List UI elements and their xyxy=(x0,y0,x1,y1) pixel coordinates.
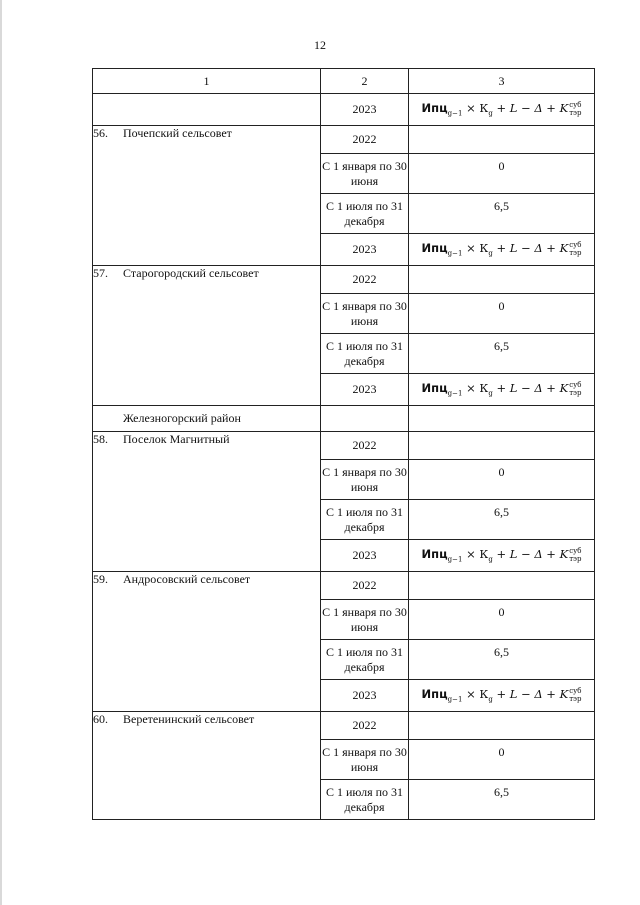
formula-kter-sup: суб xyxy=(569,381,582,390)
tariff-formula xyxy=(421,381,582,398)
period-cell: 2023 xyxy=(321,94,409,126)
header-col2: 2 xyxy=(321,69,409,94)
formula-cell xyxy=(409,374,595,406)
formula-kter: K xyxy=(559,101,569,116)
period-cell: С 1 июля по 31 декабря xyxy=(321,500,409,540)
formula-kter: K xyxy=(559,547,569,562)
formula-rest: + L − Δ + xyxy=(496,547,560,562)
formula-prefix: Ипц xyxy=(421,547,448,562)
formula-rest: + L − Δ + xyxy=(496,687,560,702)
period-cell: 2022 xyxy=(321,126,409,154)
formula-times: × xyxy=(466,101,476,116)
period-cell: 2022 xyxy=(321,712,409,740)
period-cell: 2022 xyxy=(321,266,409,294)
formula-rest: + L − Δ + xyxy=(496,101,560,116)
formula-times: × xyxy=(466,687,476,702)
period-cell: С 1 января по 30 июня xyxy=(321,294,409,334)
entry-name: Почепский сельсовет xyxy=(123,126,232,140)
entry-number: 56. xyxy=(93,126,108,140)
empty-cell xyxy=(93,94,321,126)
entry-name: Андросовский сельсовет xyxy=(123,572,251,586)
formula-kter-sub: тэр xyxy=(569,389,582,398)
entry-name-cell xyxy=(93,712,321,820)
entry-name-cell xyxy=(93,266,321,406)
entry-number: 57. xyxy=(93,266,108,280)
formula-kter-sup: суб xyxy=(569,547,582,556)
formula-prefix-sub: g−1 xyxy=(447,249,463,258)
region-title: Железногорский район xyxy=(93,406,321,432)
entry-name: Веретенинский сельсовет xyxy=(123,712,255,726)
formula-prefix-sub: g−1 xyxy=(447,389,463,398)
empty-cell xyxy=(409,572,595,600)
table-row xyxy=(93,712,595,740)
period-cell: С 1 января по 30 июня xyxy=(321,154,409,194)
formula-k-sub: g xyxy=(488,389,493,398)
header-row xyxy=(93,69,595,94)
formula-kter-sub: тэр xyxy=(569,249,582,258)
table-row xyxy=(93,126,595,154)
formula-rest: + L − Δ + xyxy=(496,381,560,396)
period-cell: 2022 xyxy=(321,432,409,460)
entry-name-cell xyxy=(93,572,321,712)
formula-k-sub: g xyxy=(488,555,493,564)
period-cell: С 1 июля по 31 декабря xyxy=(321,640,409,680)
value-cell: 0 xyxy=(409,154,595,194)
formula-kter: K xyxy=(559,241,569,256)
entry-name-cell xyxy=(93,432,321,572)
formula-kter: K xyxy=(559,381,569,396)
value-cell: 6,5 xyxy=(409,640,595,680)
entry-number: 60. xyxy=(93,712,108,726)
entry-name: Поселок Магнитный xyxy=(123,432,230,446)
formula-k-sub: g xyxy=(488,249,493,258)
table-row xyxy=(93,94,595,126)
formula-cell xyxy=(409,234,595,266)
tariff-table xyxy=(92,68,595,820)
empty-cell xyxy=(409,432,595,460)
formula-prefix-sub: g−1 xyxy=(447,109,463,118)
tariff-formula xyxy=(421,241,582,258)
tariff-formula xyxy=(421,101,582,118)
formula-times: × xyxy=(466,381,476,396)
value-cell: 6,5 xyxy=(409,780,595,820)
formula-prefix: Ипц xyxy=(421,687,448,702)
entry-name: Старогородский сельсовет xyxy=(123,266,259,280)
scan-edge xyxy=(0,0,2,905)
formula-k: К xyxy=(479,381,489,396)
formula-kter-sub: тэр xyxy=(569,695,582,704)
formula-cell xyxy=(409,680,595,712)
formula-prefix: Ипц xyxy=(421,241,448,256)
tariff-formula xyxy=(421,547,582,564)
formula-prefix: Ипц xyxy=(421,381,448,396)
formula-k-sub: g xyxy=(488,109,493,118)
header-col3: 3 xyxy=(409,69,595,94)
formula-k: К xyxy=(479,241,489,256)
empty-cell xyxy=(409,712,595,740)
page-number: 12 xyxy=(314,38,326,52)
header-col1: 1 xyxy=(93,69,321,94)
formula-cell xyxy=(409,540,595,572)
value-cell: 0 xyxy=(409,460,595,500)
period-cell: С 1 января по 30 июня xyxy=(321,460,409,500)
empty-cell xyxy=(409,126,595,154)
empty-cell xyxy=(321,406,409,432)
period-cell: С 1 июля по 31 декабря xyxy=(321,334,409,374)
entry-number: 59. xyxy=(93,572,108,586)
empty-cell xyxy=(409,406,595,432)
period-cell: С 1 января по 30 июня xyxy=(321,600,409,640)
formula-times: × xyxy=(466,547,476,562)
formula-kter-sup: суб xyxy=(569,687,582,696)
period-cell: 2023 xyxy=(321,680,409,712)
formula-prefix-sub: g−1 xyxy=(447,695,463,704)
formula-k-sub: g xyxy=(488,695,493,704)
formula-k: К xyxy=(479,687,489,702)
formula-prefix: Ипц xyxy=(421,101,448,116)
formula-cell xyxy=(409,94,595,126)
period-cell: 2023 xyxy=(321,374,409,406)
period-cell: 2023 xyxy=(321,234,409,266)
formula-kter-sup: суб xyxy=(569,241,582,250)
period-cell: С 1 июля по 31 декабря xyxy=(321,780,409,820)
table-row xyxy=(93,432,595,460)
entry-number: 58. xyxy=(93,432,108,446)
value-cell: 6,5 xyxy=(409,194,595,234)
entry-name-cell xyxy=(93,126,321,266)
formula-k: К xyxy=(479,101,489,116)
value-cell: 0 xyxy=(409,600,595,640)
formula-kter-sub: тэр xyxy=(569,109,582,118)
formula-prefix-sub: g−1 xyxy=(447,555,463,564)
value-cell: 6,5 xyxy=(409,500,595,540)
value-cell: 0 xyxy=(409,294,595,334)
tariff-formula xyxy=(421,687,582,704)
value-cell: 0 xyxy=(409,740,595,780)
period-cell: 2023 xyxy=(321,540,409,572)
formula-kter: K xyxy=(559,687,569,702)
period-cell: 2022 xyxy=(321,572,409,600)
period-cell: С 1 января по 30 июня xyxy=(321,740,409,780)
empty-cell xyxy=(409,266,595,294)
value-cell: 6,5 xyxy=(409,334,595,374)
table-row xyxy=(93,266,595,294)
formula-times: × xyxy=(466,241,476,256)
formula-k: К xyxy=(479,547,489,562)
period-cell: С 1 июля по 31 декабря xyxy=(321,194,409,234)
table-row xyxy=(93,572,595,600)
formula-kter-sub: тэр xyxy=(569,555,582,564)
region-row xyxy=(93,406,595,432)
formula-kter-sup: суб xyxy=(569,101,582,110)
formula-rest: + L − Δ + xyxy=(496,241,560,256)
